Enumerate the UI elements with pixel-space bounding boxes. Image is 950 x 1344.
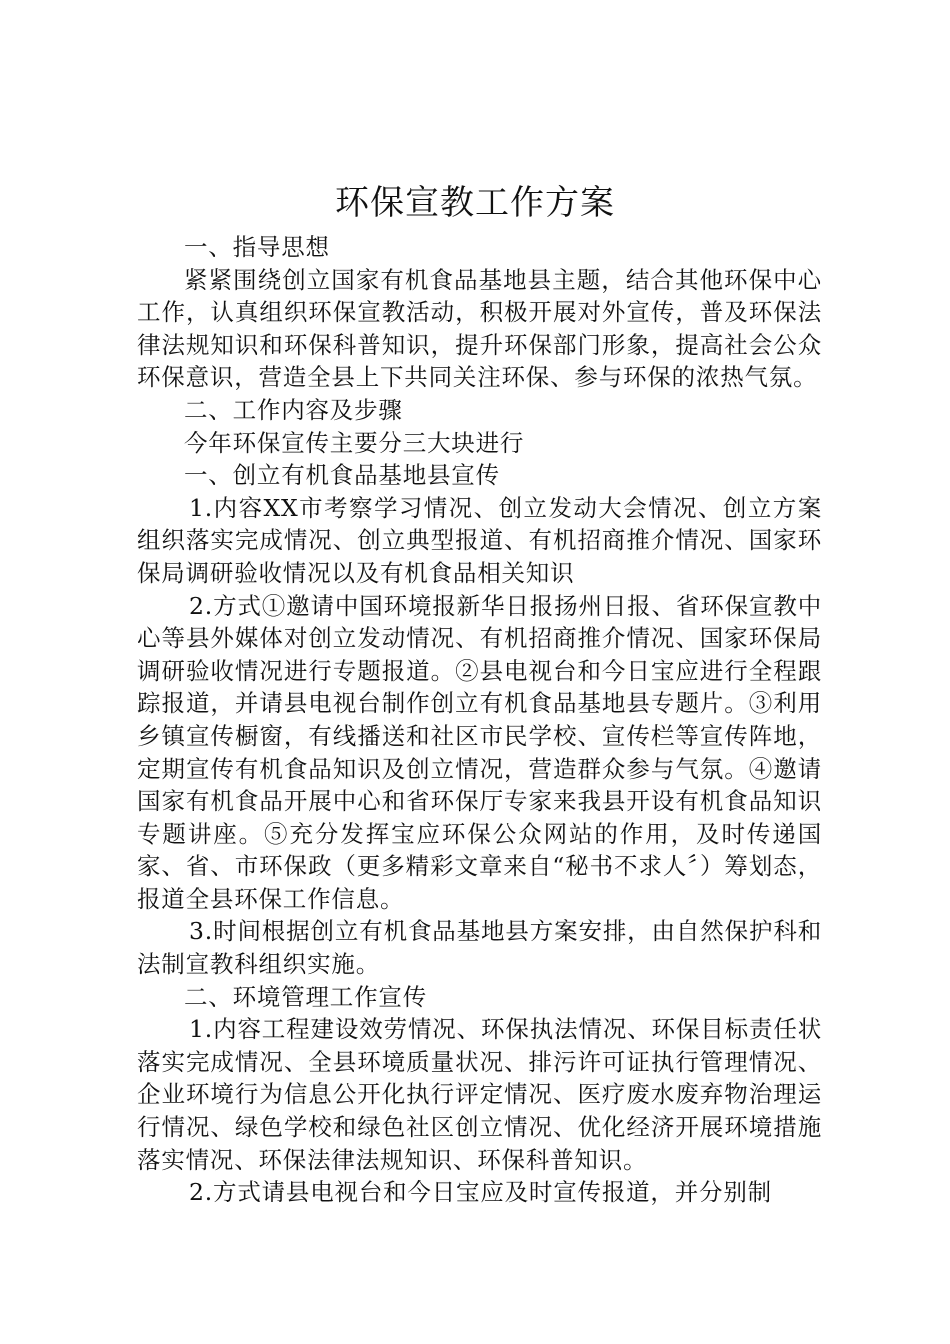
item-content: 1.内容XX市考察学习情况、创立发动大会情况、创立方案组织落实完成情况、创立典型报道、有机招商推介情况、国家环保局调研验收情况以及有机食品相关知识 bbox=[137, 493, 822, 587]
document-body bbox=[137, 231, 822, 1209]
subsection-heading-environment-management: 二、环境管理工作宣传 bbox=[184, 982, 427, 1011]
paragraph-intro: 今年环保宣传主要分三大块进行 bbox=[184, 428, 525, 457]
document-title: 环保宣教工作方案 bbox=[335, 183, 615, 223]
subsection-heading-organic-food: 一、创立有机食品基地县宣传 bbox=[184, 461, 500, 490]
item-time: 3.时间根据创立有机食品基地县方案安排，由自然保护科和法制宣教科组织实施。 bbox=[137, 917, 822, 979]
section-heading-guiding-thought: 一、指导思想 bbox=[184, 233, 330, 261]
item-method: 2.方式①邀请中国环境报新华日报扬州日报、省环保宣教中心等县外媒体对创立发动情况、有机招商推介情况、国家环保局调研验收情况进行专题报道。②县电视台和今日宝应进行全程跟踪报道，并请县电视台制作创立有机食品基地县专题片。③利用乡镇宣传橱窗，有线播送和社区市民学校、宣传栏等宣传阵地，定期宣传有机食品知识及创立情况，营造群众参与气氛。④邀请国家有机食品开展中心和省环保厅专家来我县开设有机食品知识专题讲座。⑤充分发挥宝应环保公众网站的作用，及时传递国家、省、市环保政（更多精彩文章来自“秘书不求人〞）筹划态，报道全县环保工作信息。 bbox=[137, 591, 822, 913]
item-content-2: 1.内容工程建设效劳情况、环保执法情况、环保目标责任状落实完成情况、全县环境质量状况、排污许可证执行管理情况、企业环境行为信息公开化执行评定情况、医疗废水废弃物治理运行情况、绿色学校和绿色社区创立情况、优化经济开展环境措施落实情况、环保法律法规知识、环保科普知识。 bbox=[137, 1015, 822, 1174]
item-method-2: 2.方式请县电视台和今日宝应及时宣传报道，并分别制 bbox=[189, 1178, 772, 1207]
paragraph-guiding-thought: 紧紧围绕创立国家有机食品基地县主题，结合其他环保中心工作，认真组织环保宣教活动，积极开展对外宣传，普及环保法律法规知识和环保科普知识，提升环保部门形象，提高社会公众环保意识，营造全县上下共同关注环保、参与环保的浓热气氛。 bbox=[137, 265, 822, 392]
section-heading-work-content: 二、工作内容及步骤 bbox=[184, 395, 403, 424]
